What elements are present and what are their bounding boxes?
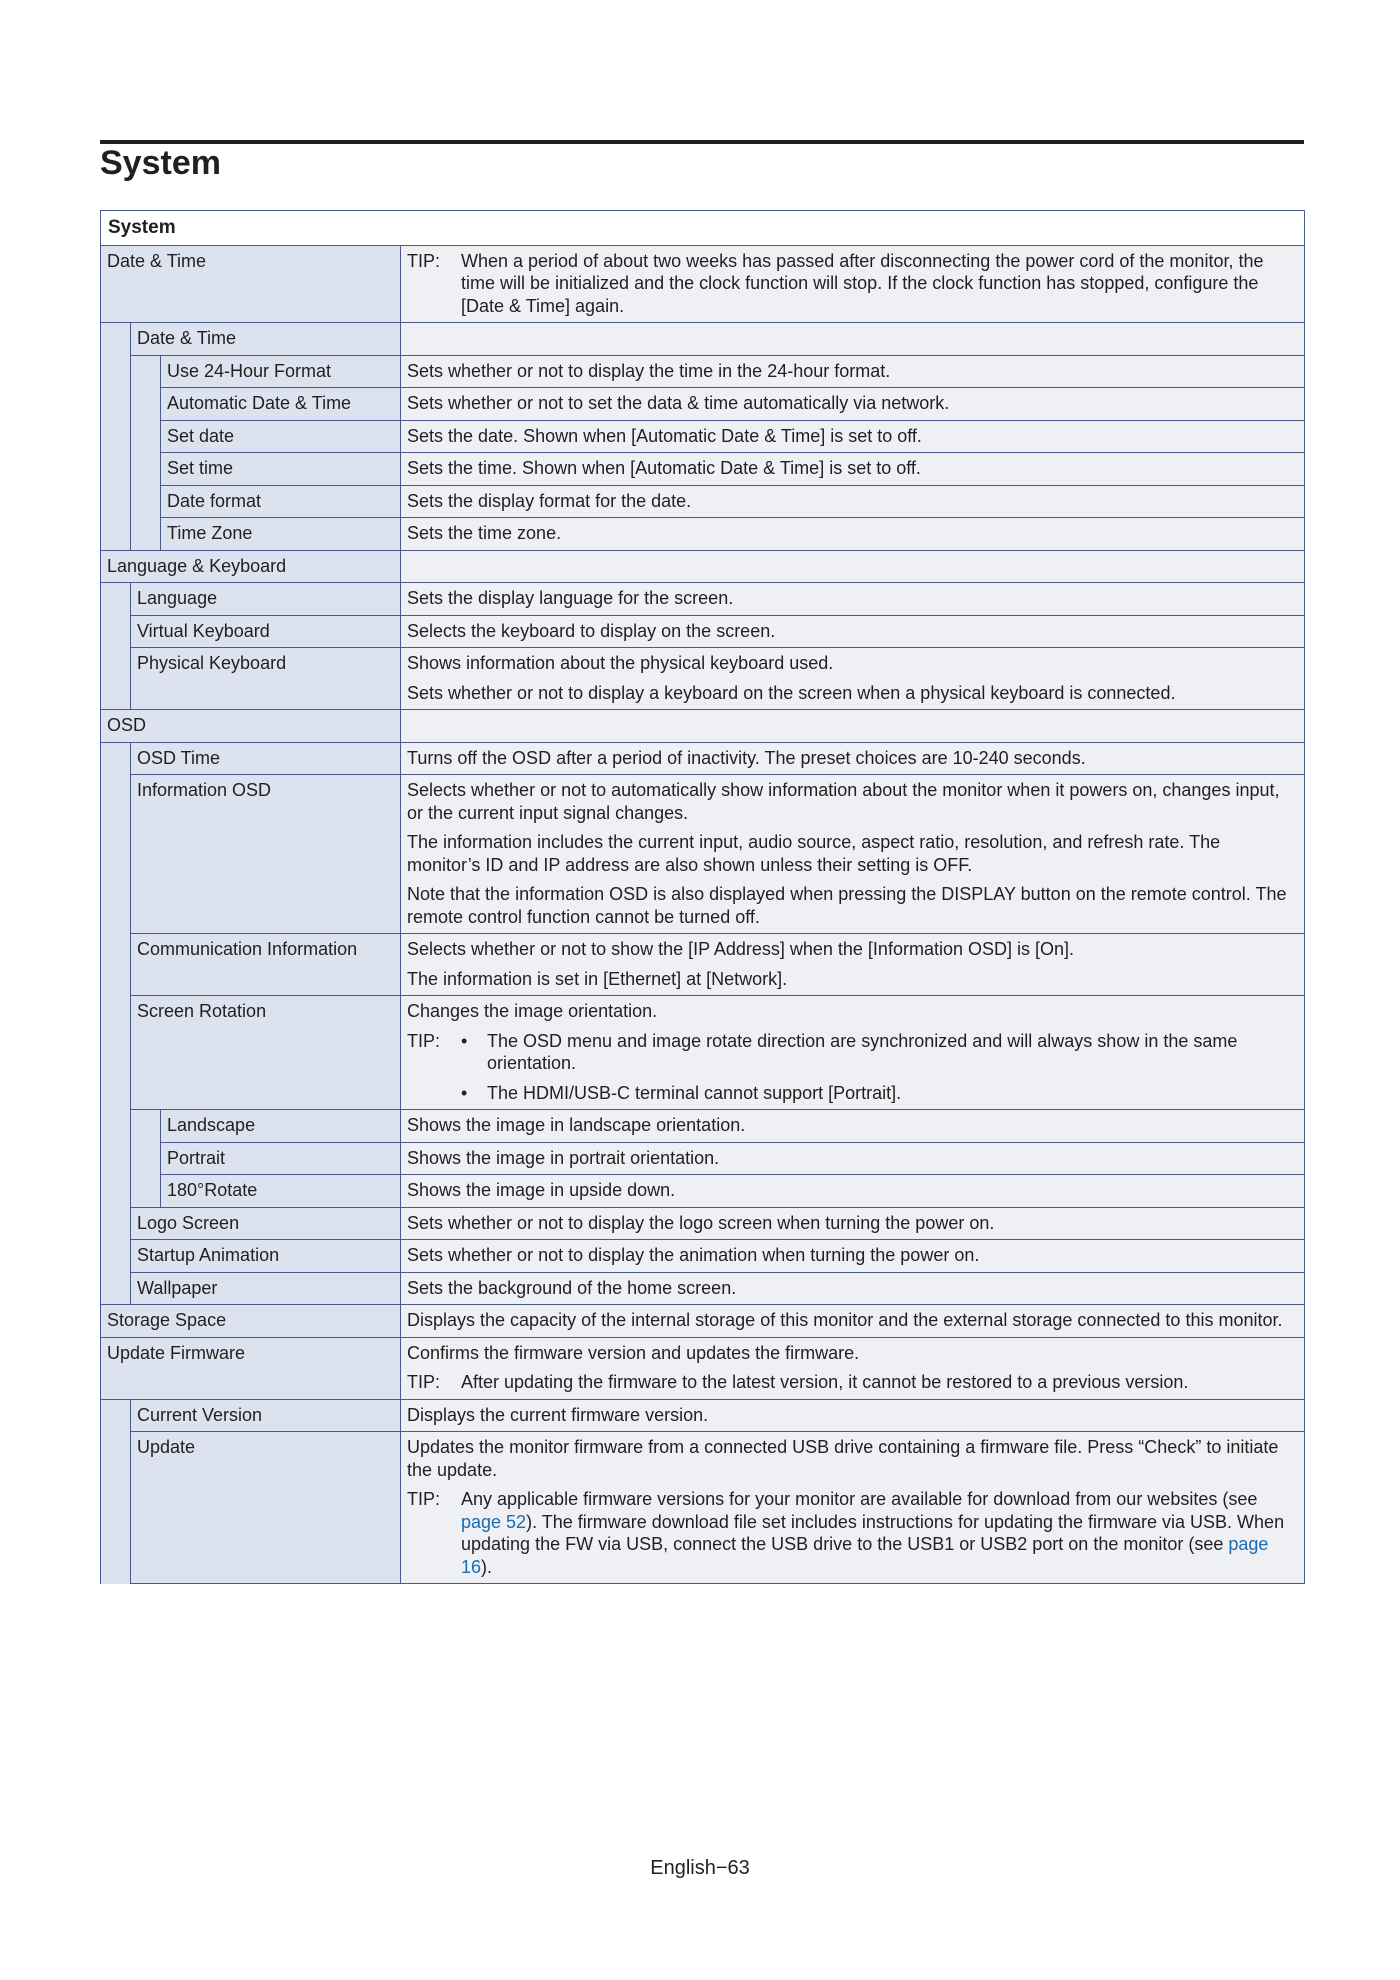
setting-description: Shows the image in upside down.: [401, 1175, 1305, 1208]
table-row: [101, 1337, 1305, 1399]
setting-name: Startup Animation: [131, 1240, 401, 1273]
tip-text-part: ).: [481, 1556, 493, 1577]
indent-bar: [131, 1110, 161, 1208]
setting-description: [401, 323, 1305, 356]
setting-name: Set time: [161, 453, 401, 486]
tip-note: [407, 1030, 1298, 1105]
setting-description: Sets whether or not to display the time in the 24-hour format.: [401, 355, 1305, 388]
list-item: [461, 1030, 1298, 1075]
tip-text-part: Any applicable firmware versions for your monitor are available for download from our websites (see: [461, 1489, 1258, 1509]
setting-name: Language: [131, 583, 401, 616]
tip-label: TIP:: [407, 1372, 441, 1392]
setting-description: [401, 550, 1305, 583]
setting-name: Date format: [161, 485, 401, 518]
setting-description: [401, 1432, 1305, 1584]
table-row: [101, 615, 1305, 648]
description-paragraph: Selects whether or not to show the [IP Address] when the [Information OSD] is [On].: [407, 939, 1075, 959]
setting-description: Sets the display format for the date.: [401, 485, 1305, 518]
setting-description: Turns off the OSD after a period of inactivity. The preset choices are 10-240 seconds.: [401, 742, 1305, 775]
description-paragraph: Note that the information OSD is also displayed when pressing the DISPLAY button on the remote control. The remote control function cannot be turned off.: [407, 884, 1287, 927]
description-paragraph: Changes the image orientation.: [407, 1001, 658, 1021]
description-paragraph: Confirms the firmware version and updates the firmware.: [407, 1342, 860, 1363]
description-paragraph: Sets whether or not to display a keyboard on the screen when a physical keyboard is connected.: [407, 682, 1176, 703]
table-row: [101, 583, 1305, 616]
table-row: [101, 1207, 1305, 1240]
setting-name: OSD Time: [131, 742, 401, 775]
system-settings-table: [100, 210, 1305, 1584]
setting-description: [401, 710, 1305, 743]
table-row: [101, 485, 1305, 518]
table-row: [101, 518, 1305, 551]
setting-name: Time Zone: [161, 518, 401, 551]
setting-name: Storage Space: [101, 1305, 401, 1338]
setting-description: Shows the image in landscape orientation.: [401, 1110, 1305, 1143]
bullet-text: The OSD menu and image rotate direction are synchronized and will always show in the same orientation.: [487, 1030, 1238, 1073]
setting-description: [401, 1337, 1305, 1399]
setting-name: 180°Rotate: [161, 1175, 401, 1208]
table-row: [101, 1432, 1305, 1584]
table-row: [101, 323, 1305, 356]
table-row: [101, 355, 1305, 388]
setting-name: Information OSD: [131, 775, 401, 934]
setting-description: Shows the image in portrait orientation.: [401, 1142, 1305, 1175]
setting-description: [401, 245, 1305, 323]
setting-description: [401, 934, 1305, 996]
indent-bar: [101, 323, 131, 551]
description-paragraph: Updates the monitor firmware from a connected USB drive containing a firmware file. Press “Check” to initiate the update.: [407, 1437, 1279, 1480]
tip-text: [461, 1488, 1298, 1578]
tip-text: When a period of about two weeks has passed after disconnecting the power cord of the monitor, the time will be initialized and the clock function will stop. If the clock function has stopped, configure the [Date & Time] again.: [461, 250, 1264, 316]
table-row: [101, 245, 1305, 323]
table-header: System: [101, 211, 1305, 246]
tip-note: [407, 1488, 1298, 1578]
page-16-link[interactable]: page 16: [461, 1534, 1269, 1577]
setting-description: Sets the date. Shown when [Automatic Date & Time] is set to off.: [401, 420, 1305, 453]
setting-name: Date & Time: [131, 323, 401, 356]
tip-label: TIP:: [407, 250, 441, 271]
setting-name: Automatic Date & Time: [161, 388, 401, 421]
setting-name: Update Firmware: [101, 1337, 401, 1399]
table-row: [101, 453, 1305, 486]
table-row: [101, 1305, 1305, 1338]
setting-name: Current Version: [131, 1399, 401, 1432]
setting-name: Logo Screen: [131, 1207, 401, 1240]
table-row: [101, 648, 1305, 710]
setting-description: Sets the display language for the screen.: [401, 583, 1305, 616]
bullet-icon: •: [461, 1030, 468, 1051]
table-row: [101, 742, 1305, 775]
setting-description: Sets the time zone.: [401, 518, 1305, 551]
indent-bar: [131, 355, 161, 550]
table-row: [101, 1175, 1305, 1208]
description-paragraph: Selects whether or not to automatically show information about the monitor when it powers on, changes input, or the current input signal changes.: [407, 780, 1280, 823]
description-paragraph: Shows information about the physical keyboard used.: [407, 653, 834, 673]
setting-description: Displays the current firmware version.: [401, 1399, 1305, 1432]
bullet-text: The HDMI/USB-C terminal cannot support [Portrait].: [487, 1082, 902, 1103]
description-paragraph: The information includes the current input, audio source, aspect ratio, resolution, and refresh rate. The monitor’s ID and IP address are also shown unless their setting is OFF.: [407, 832, 1221, 875]
bullet-icon: •: [461, 1082, 468, 1103]
table-row: [101, 775, 1305, 934]
setting-name: Language & Keyboard: [101, 550, 401, 583]
setting-name: Physical Keyboard: [131, 648, 401, 710]
table-header-row: [101, 211, 1305, 246]
setting-description: Sets whether or not to set the data & time automatically via network.: [401, 388, 1305, 421]
setting-name: Use 24-Hour Format: [161, 355, 401, 388]
table-row: [101, 1110, 1305, 1143]
table-row: [101, 996, 1305, 1110]
setting-description: [401, 648, 1305, 710]
tip-text-part: ). The firmware download file set includes instructions for updating the firmware via USB. When updating the FW via USB, connect the USB drive to the USB1 or USB2 port on the monitor (see: [461, 1511, 1285, 1554]
tip-label: TIP:: [407, 1030, 441, 1051]
table-row: [101, 420, 1305, 453]
setting-description: [401, 996, 1305, 1110]
page-title: System: [100, 144, 221, 182]
table-row: [101, 1142, 1305, 1175]
setting-description: Sets the background of the home screen.: [401, 1272, 1305, 1305]
table-row: [101, 710, 1305, 743]
table-row: [101, 1272, 1305, 1305]
table-row: [101, 550, 1305, 583]
description-paragraph: The information is set in [Ethernet] at [Network].: [407, 968, 788, 989]
tip-label: TIP:: [407, 1489, 441, 1509]
setting-description: Sets the time. Shown when [Automatic Date & Time] is set to off.: [401, 453, 1305, 486]
page-52-link[interactable]: page 52: [461, 1511, 527, 1532]
setting-name: Screen Rotation: [131, 996, 401, 1110]
setting-description: Selects the keyboard to display on the screen.: [401, 615, 1305, 648]
setting-description: Displays the capacity of the internal storage of this monitor and the external storage connected to this monitor.: [401, 1305, 1305, 1338]
setting-name: Landscape: [161, 1110, 401, 1143]
setting-name: Portrait: [161, 1142, 401, 1175]
indent-bar: [101, 742, 131, 1305]
setting-name: Update: [131, 1432, 401, 1584]
tip-bullet-list: [461, 1030, 1298, 1105]
setting-name: Communication Information: [131, 934, 401, 996]
table-row: [101, 388, 1305, 421]
setting-name: Date & Time: [101, 245, 401, 323]
page-number: English−63: [650, 1857, 750, 1879]
indent-bar: [101, 583, 131, 710]
setting-description: Sets whether or not to display the animation when turning the power on.: [401, 1240, 1305, 1273]
indent-bar: [101, 1399, 131, 1584]
setting-name: Wallpaper: [131, 1272, 401, 1305]
setting-name: Virtual Keyboard: [131, 615, 401, 648]
table-row: [101, 934, 1305, 996]
tip-text: After updating the firmware to the latest version, it cannot be restored to a previous version.: [461, 1372, 1189, 1392]
list-item: [461, 1082, 1298, 1105]
setting-description: Sets whether or not to display the logo screen when turning the power on.: [401, 1207, 1305, 1240]
table-row: [101, 1399, 1305, 1432]
tip-note: [407, 250, 1298, 318]
title-rule: [100, 140, 1304, 144]
setting-description: [401, 775, 1305, 934]
tip-note: [407, 1371, 1298, 1394]
setting-name: OSD: [101, 710, 401, 743]
setting-name: Set date: [161, 420, 401, 453]
table-row: [101, 1240, 1305, 1273]
